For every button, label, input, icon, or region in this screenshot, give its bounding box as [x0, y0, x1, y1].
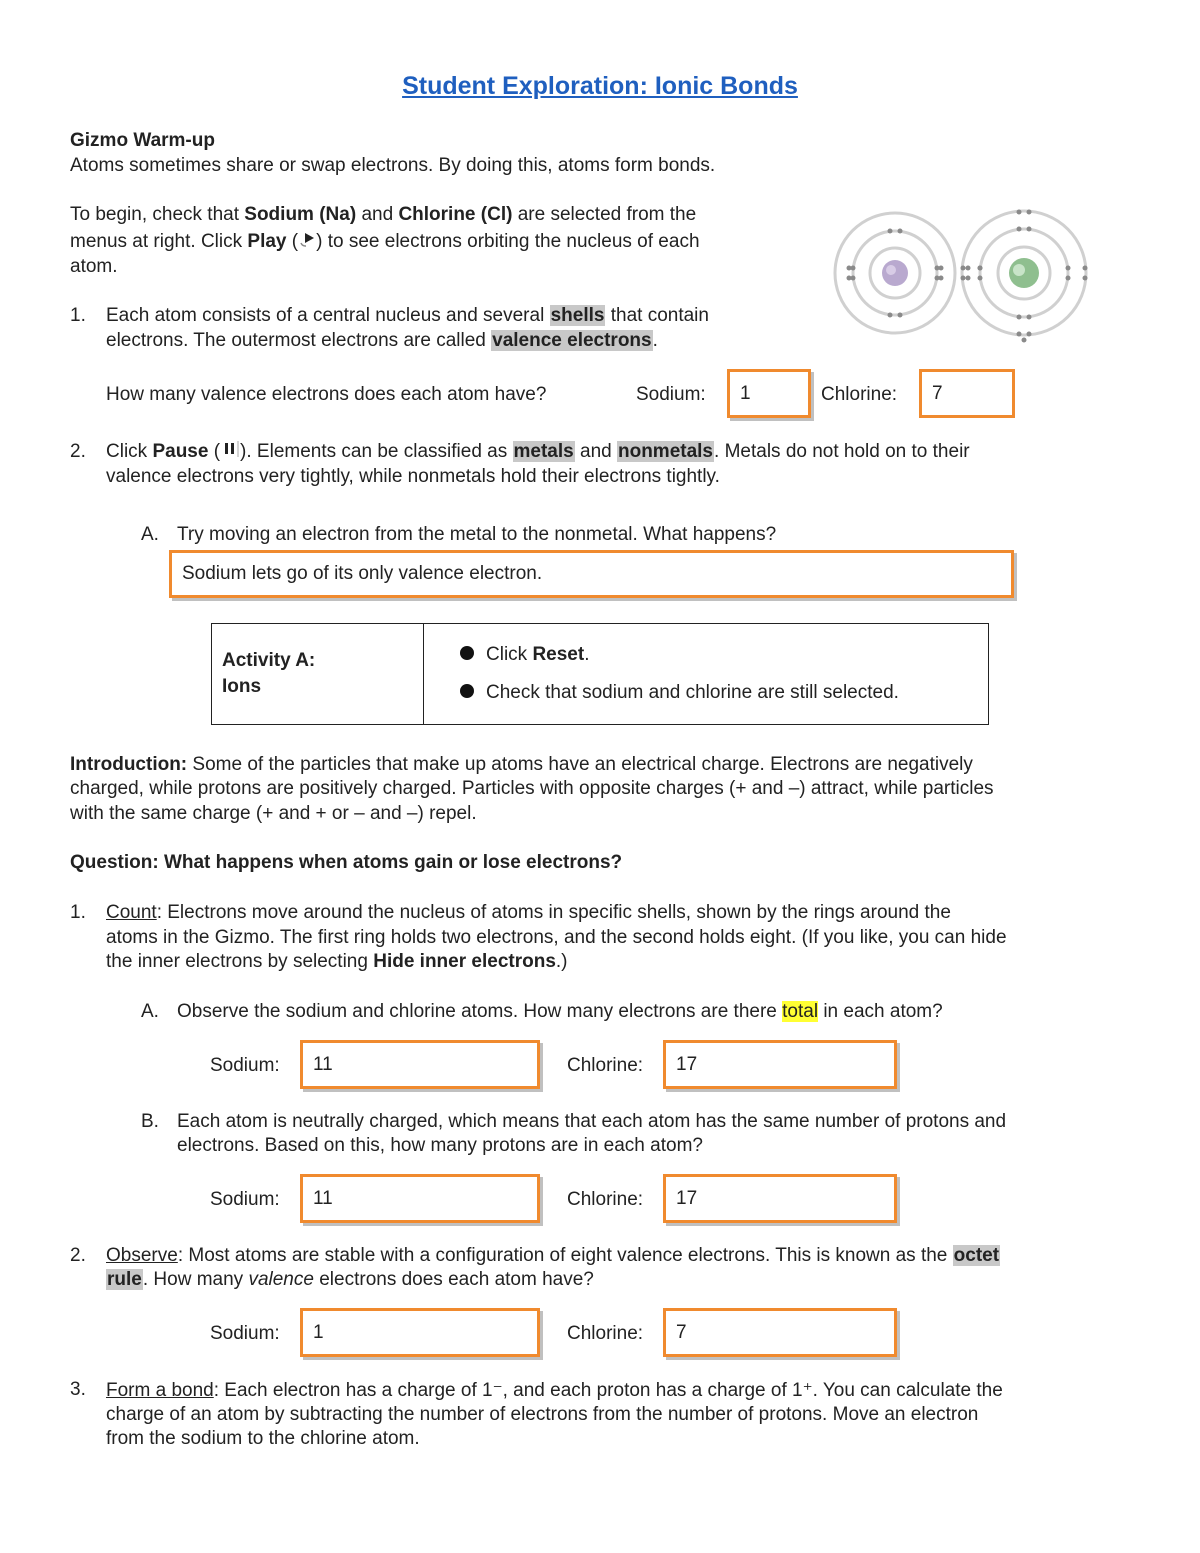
q1-number: 1.: [70, 305, 86, 326]
q2a-letter: A.: [141, 524, 159, 545]
activity-label: Activity A:: [222, 650, 316, 671]
count-a-sodium-answer[interactable]: 11: [300, 1040, 540, 1089]
q2a-prompt: Try moving an electron from the metal to the nonmetal. What happens?: [177, 524, 777, 545]
q2a-answer[interactable]: Sodium lets go of its only valence electron.: [169, 550, 1014, 598]
bond-number: 3.: [70, 1379, 86, 1400]
bond-line-2: charge of an atom by subtracting the number of electrons from the number of protons. Move an electron: [106, 1404, 979, 1425]
begin-line-1: To begin, check that Sodium (Na) and Chlorine (Cl) are selected from the: [70, 204, 697, 225]
count-b-sodium-label: Sodium:: [210, 1189, 280, 1210]
warmup-intro: Atoms sometimes share or swap electrons. By doing this, atoms form bonds.: [70, 155, 716, 176]
q1-prompt: How many valence electrons does each atom have?: [106, 384, 547, 405]
atom-diagram: [828, 200, 1098, 345]
begin-line-2: menus at right. Click Play ( ) to see electrons orbiting the nucleus of each: [70, 231, 700, 253]
observe-chlorine-label: Chlorine:: [567, 1323, 644, 1344]
count-b-chlorine-answer[interactable]: 17: [663, 1174, 897, 1223]
q1-line-2: electrons. The outermost electrons are called valence electrons.: [106, 330, 658, 351]
count-line-2: atoms in the Gizmo. The first ring holds two electrons, and the second holds eight. (If you like, you can hide: [106, 927, 1007, 948]
activity-step-2: Check that sodium and chlorine are still selected.: [460, 682, 987, 704]
q1-chlorine-label: Chlorine:: [821, 384, 898, 405]
count-b-chlorine-label: Chlorine:: [567, 1189, 644, 1210]
intro-line-2: charged, while protons are positively charged. Particles with opposite charges (+ and –) attract, while particles: [70, 778, 994, 799]
activity-table: [211, 623, 989, 725]
warmup-heading: Gizmo Warm-up: [70, 130, 215, 151]
play-icon: [298, 231, 316, 253]
count-line-1: Count: Electrons move around the nucleus of atoms in specific shells, shown by the rings around the: [106, 902, 951, 923]
count-a-chlorine-answer[interactable]: 17: [663, 1040, 897, 1089]
count-a-sodium-label: Sodium:: [210, 1055, 280, 1076]
count-number: 1.: [70, 902, 86, 923]
observe-chlorine-answer[interactable]: 7: [663, 1308, 897, 1357]
bullet-icon: [460, 646, 474, 660]
count-b-line-2: electrons. Based on this, how many protons are in each atom?: [177, 1135, 703, 1156]
observe-line-1: Observe: Most atoms are stable with a configuration of eight valence electrons. This is known as the octet: [106, 1245, 1000, 1266]
count-b-line-1: Each atom is neutrally charged, which means that each atom has the same number of protons and: [177, 1111, 1007, 1132]
count-a-prompt: Observe the sodium and chlorine atoms. How many electrons are there total in each atom?: [177, 1001, 943, 1022]
begin-line-3: atom.: [70, 256, 118, 277]
count-b-sodium-answer[interactable]: 11: [300, 1174, 540, 1223]
q1-line-1: Each atom consists of a central nucleus and several shells that contain: [106, 305, 709, 326]
intro-line-3: with the same charge (+ and + or – and –) repel.: [70, 803, 477, 824]
q1-sodium-label: Sodium:: [636, 384, 706, 405]
intro-line-1: Introduction: Some of the particles that make up atoms have an electrical charge. Electrons are negatively: [70, 754, 973, 775]
q1-chlorine-answer[interactable]: 7: [919, 369, 1015, 418]
page-title: Student Exploration: Ionic Bonds: [402, 72, 798, 100]
observe-line-2: rule. How many valence electrons does each atom have?: [107, 1269, 594, 1290]
q2-line-1: Click Pause ( ). Elements can be classified as metals and nonmetals. Metals do not hold on to their: [106, 441, 970, 463]
observe-sodium-answer[interactable]: 1: [300, 1308, 540, 1357]
observe-sodium-label: Sodium:: [210, 1323, 280, 1344]
count-a-chlorine-label: Chlorine:: [567, 1055, 644, 1076]
activity-steps-cell: [424, 624, 989, 725]
observe-number: 2.: [70, 1245, 86, 1266]
pause-icon: [220, 441, 240, 463]
activity-sublabel: Ions: [222, 676, 262, 697]
bond-line-3: from the sodium to the chlorine atom.: [106, 1428, 420, 1449]
q1-sodium-answer[interactable]: 1: [727, 369, 811, 418]
count-a-letter: A.: [141, 1001, 159, 1022]
count-line-3: the inner electrons by selecting Hide inner electrons.): [106, 951, 568, 972]
activity-label-cell: [212, 624, 424, 725]
q2-line-2: valence electrons very tightly, while nonmetals hold their electrons tightly.: [106, 466, 720, 487]
activity-step-1: Click Reset.: [460, 644, 987, 666]
q2-number: 2.: [70, 441, 86, 462]
bullet-icon: [460, 684, 474, 698]
bond-line-1: Form a bond: Each electron has a charge of 1⁻, and each proton has a charge of 1⁺. You can calculate the: [106, 1380, 1003, 1401]
question-heading: Question: What happens when atoms gain or lose electrons?: [70, 852, 623, 873]
count-b-letter: B.: [141, 1111, 159, 1132]
